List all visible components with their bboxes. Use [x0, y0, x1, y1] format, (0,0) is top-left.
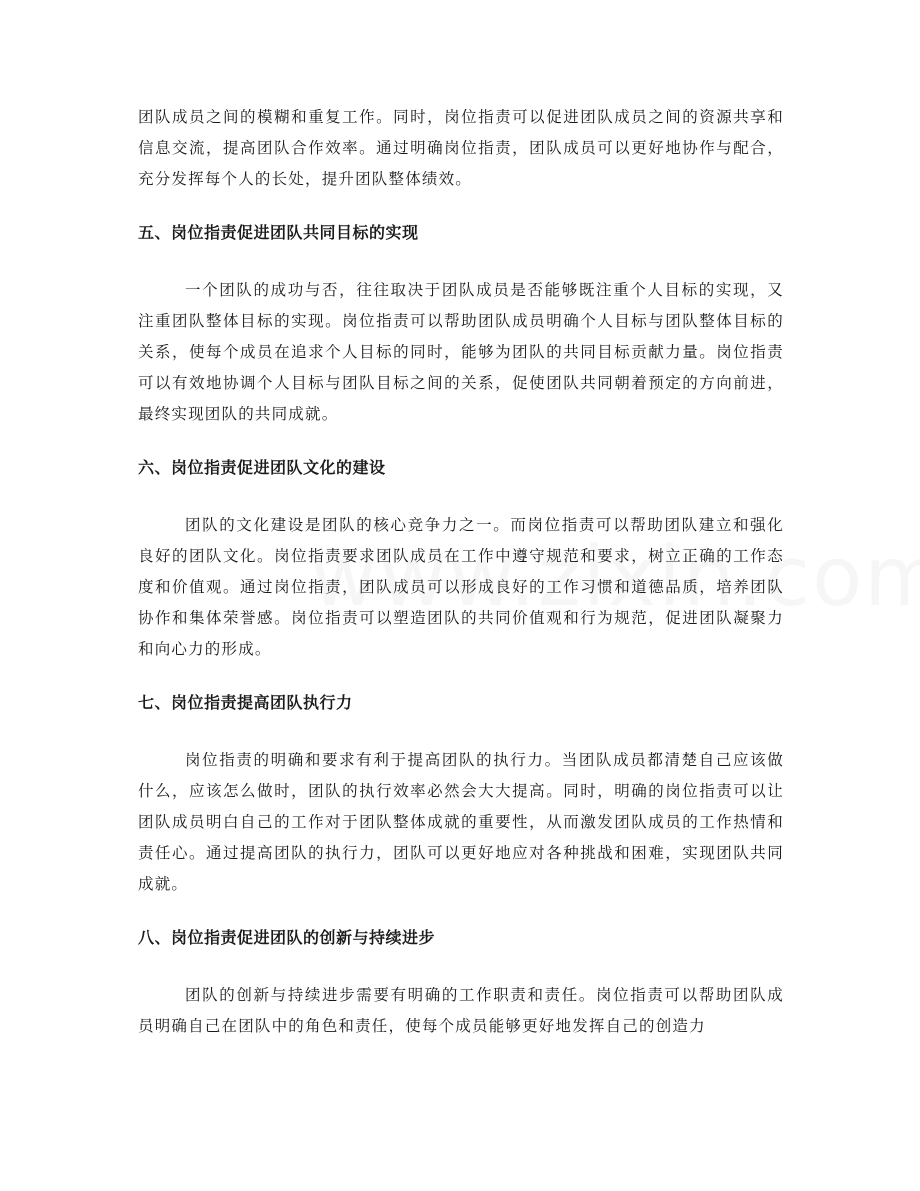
section-heading-8: 八、岗位指责促进团队的创新与持续进步: [138, 928, 436, 947]
section-heading-5: 五、岗位指责促进团队共同目标的实现: [138, 223, 419, 242]
section-body-6: 团队的文化建设是团队的核心竞争力之一。而岗位指责可以帮助团队建立和强化良好的团队文化。岗位指责要求团队成员在工作中遵守规范和要求，树立正确的工作态度和价值观。通过岗位指责，团队成员可以形成良好的工作习惯和道德品质，培养团队协作和集体荣誉感。岗位指责可以塑造团队的共同价值观和行为规范，促进团队凝聚力和向心力的形成。: [138, 516, 784, 658]
section-body-7: 岗位指责的明确和要求有利于提高团队的执行力。当团队成员都清楚自己应该做什么，应该怎么做时，团队的执行效率必然会大大提高。同时，明确的岗位指责可以让团队成员明白自己的工作对于团队整体成就的重要性，从而激发团队成员的工作热情和责任心。通过提高团队的执行力，团队可以更好地应对各种挑战和困难，实现团队共同成就。: [138, 751, 784, 893]
section-heading-7: 七、岗位指责提高团队执行力: [138, 693, 353, 712]
intro-paragraph: 团队成员之间的模糊和重复工作。同时，岗位指责可以促进团队成员之间的资源共享和信息交流，提高团队合作效率。通过明确岗位指责，团队成员可以更好地协作与配合，充分发挥每个人的长处，提升团队整体绩效。: [138, 108, 784, 188]
document-page: [138, 102, 784, 1042]
section-heading-6: 六、岗位指责促进团队文化的建设: [138, 458, 386, 477]
section-body-5: 一个团队的成功与否，往往取决于团队成员是否能够既注重个人目标的实现，又注重团队整体目标的实现。岗位指责可以帮助团队成员明确个人目标与团队整体目标的关系，使每个成员在追求个人目标的同时，能够为团队的共同目标贡献力量。岗位指责可以有效地协调个人目标与团队目标之间的关系，促使团队共同朝着预定的方向前进，最终实现团队的共同成就。: [138, 281, 784, 423]
section-body-8: 团队的创新与持续进步需要有明确的工作职责和责任。岗位指责可以帮助团队成员明确自己在团队中的角色和责任，使每个成员能够更好地发挥自己的创造力: [138, 986, 784, 1035]
